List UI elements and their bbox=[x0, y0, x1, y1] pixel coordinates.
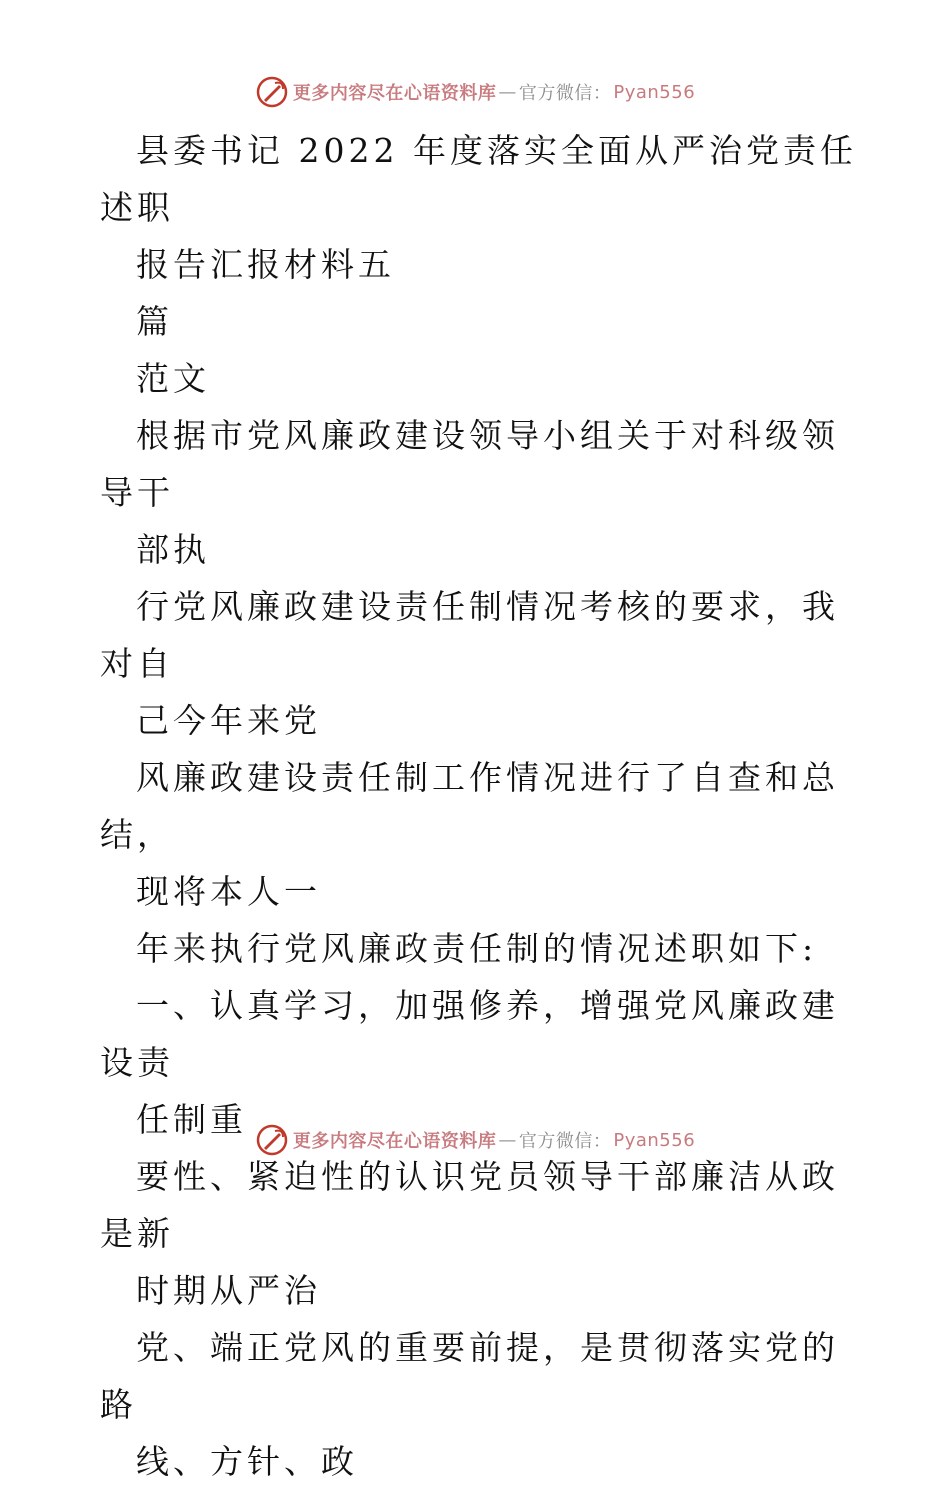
feather-pen-logo-icon bbox=[255, 75, 289, 109]
body-line: 要性、紧迫性的认识党员领导干部廉洁从政是新 bbox=[100, 1157, 839, 1253]
body-line: 行党风廉政建设责任制情况考核的要求，我对自 bbox=[100, 587, 839, 683]
body-line: 年来执行党风廉政责任制的情况述职如下: bbox=[136, 929, 818, 968]
body-line: 己今年来党 bbox=[136, 701, 321, 740]
title-line-2: 报告汇报材料五 bbox=[136, 245, 395, 284]
body-line: 党、端正党风的重要前提，是贯彻落实党的路 bbox=[100, 1328, 839, 1424]
banner-main-text: 更多内容尽在心语资料库 bbox=[292, 83, 497, 104]
banner-wechat-label: 官方微信： bbox=[518, 83, 612, 104]
banner-dash: — bbox=[498, 81, 517, 103]
banner-wechat-label: 官方微信： bbox=[518, 1131, 612, 1152]
body-line: 线、方针、政 bbox=[136, 1442, 358, 1481]
document-body bbox=[100, 122, 860, 1490]
body-line: 风廉政建设责任制工作情况进行了自查和总结， bbox=[100, 758, 839, 854]
subtitle-line: 范文 bbox=[136, 359, 210, 398]
title-line-1: 县委书记 2022 年度落实全面从严治党责任述职 bbox=[100, 131, 857, 227]
body-line: 根据市党风廉政建设领导小组关于对科级领导干 bbox=[100, 416, 839, 512]
body-line: 部执 bbox=[136, 530, 210, 569]
section-heading-line: 一、认真学习，加强修养，增强党风廉政建设责 bbox=[100, 986, 839, 1082]
section-heading-line: 任制重 bbox=[136, 1100, 247, 1139]
banner-wechat-id: Pyan556 bbox=[613, 81, 696, 103]
body-line: 现将本人一 bbox=[136, 872, 321, 911]
banner-wechat-id: Pyan556 bbox=[613, 1129, 696, 1151]
header-watermark-banner bbox=[0, 72, 950, 112]
body-line: 时期从严治 bbox=[136, 1271, 321, 1310]
banner-main-text: 更多内容尽在心语资料库 bbox=[292, 1131, 497, 1152]
feather-pen-logo-icon bbox=[255, 1123, 289, 1157]
banner-dash: — bbox=[498, 1129, 517, 1151]
title-line-3: 篇 bbox=[136, 302, 173, 341]
footer-watermark-banner bbox=[0, 1120, 950, 1160]
